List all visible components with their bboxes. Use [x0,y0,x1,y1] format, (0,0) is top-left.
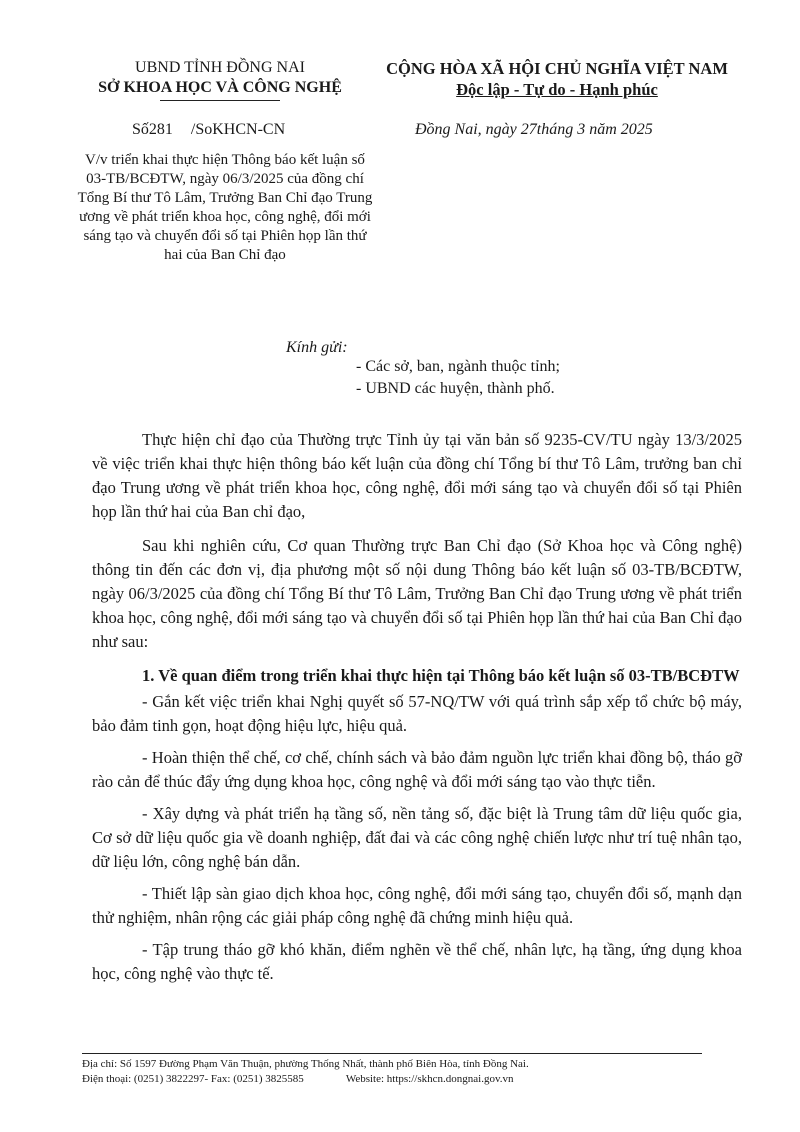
body-paragraph: Thực hiện chỉ đạo của Thường trực Tỉnh ủy tại văn bản số 9235-CV/TU ngày 13/3/2025 về việc triển khai thực hiện thông báo kết luận của đồng chí Tổng bí thư Tô Lâm, trưởng ban chỉ đạo Trung ương về phát triển khoa học, công nghệ, đổi mới sáng tạo và chuyển đổi số tại Phiên họp lần thứ hai của Ban chỉ đạo, [92,430,742,521]
page-footer [82,1053,702,1087]
document-subject: V/v triển khai thực hiện Thông báo kết luận số 03-TB/BCĐTW, ngày 06/3/2025 của đồng chí Tổng Bí thư Tô Lâm, Trưởng Ban Chỉ đạo Trung ương về phát triển khoa học, công nghệ, đổi mới sáng tạo và chuyển đổi số tại Phiên họp lần thứ hai của Ban Chỉ đạo [77,152,373,263]
national-motto: Độc lập - Tự do - Hạnh phúc [456,80,658,99]
country-name: CỘNG HÒA XÃ HỘI CHỦ NGHĨA VIỆT NAM [386,59,728,78]
recipients-list [356,356,716,400]
document-number-value: 281 [148,121,173,138]
org-line-2: SỞ KHOA HỌC VÀ CÔNG NGHỆ [98,79,342,96]
org-underline [160,100,280,101]
recipient-item: - Các sở, ban, ngành thuộc tỉnh; [356,358,560,375]
recipients-label: Kính gửi: [286,339,348,356]
footer-phone: Điện thoại: (0251) 3822297- Fax: (0251) 3825585 [82,1073,304,1085]
document-number-prefix: Số [132,121,149,138]
bullet-item: - Xây dựng và phát triển hạ tầng số, nền tảng số, đặc biệt là Trung tâm dữ liệu quốc gia, Cơ sở dữ liệu quốc gia về doanh nghiệp, đất đai và các công nghệ chiến lược như trí tuệ nhân tạo, dữ liệu lớn, công nghệ bán dẫn. [92,804,742,871]
place-date: Đồng Nai, ngày 27tháng 3 năm 2025 [415,121,653,138]
recipient-item: - UBND các huyện, thành phố. [356,380,555,397]
footer-divider [82,1053,702,1054]
document-body [92,428,742,994]
issuing-organization [70,58,370,101]
document-number-suffix: /SoKHCN-CN [190,121,286,138]
footer-contact [82,1072,702,1087]
national-heading [372,58,742,100]
bullet-item: - Thiết lập sàn giao dịch khoa học, công nghệ, đổi mới sáng tạo, chuyển đổi số, mạnh dạn thử nghiệm, nhân rộng các giải pháp công nghệ đã chứng minh hiệu quả. [92,884,742,927]
body-paragraph: Sau khi nghiên cứu, Cơ quan Thường trực Ban Chỉ đạo (Sở Khoa học và Công nghệ) thông tin đến các đơn vị, địa phương một số nội dung Thông báo kết luận số 03-TB/BCĐTW, ngày 06/3/2025 của đồng chí Tổng Bí thư Tô Lâm, Trưởng Ban Chỉ đạo Trung ương về phát triển khoa học, công nghệ, đổi mới sáng tạo và chuyển đổi số tại Phiên họp lần thứ hai của Ban Chỉ đạo như sau: [92,536,742,651]
bullet-item: - Tập trung tháo gỡ khó khăn, điểm nghẽn về thể chế, nhân lực, hạ tầng, ứng dụng khoa học, công nghệ vào thực tế. [92,940,742,983]
footer-website: Website: https://skhcn.dongnai.gov.vn [345,1073,514,1085]
org-line-1: UBND TỈNH ĐỒNG NAI [135,59,305,76]
footer-address: Địa chỉ: Số 1597 Đường Phạm Văn Thuận, phường Thống Nhất, thành phố Biên Hòa, tỉnh Đồng Nai. [82,1058,529,1070]
section-heading: 1. Về quan điểm trong triển khai thực hiện tại Thông báo kết luận số 03-TB/BCĐTW [142,666,740,685]
bullet-item: - Hoàn thiện thể chế, cơ chế, chính sách và bảo đảm nguồn lực triển khai đồng bộ, tháo gỡ rào cản để thúc đẩy ứng dụng khoa học, công nghệ và đổi mới sáng tạo vào thực tiễn. [92,748,742,791]
document-number [132,121,285,139]
bullet-item: - Gắn kết việc triển khai Nghị quyết số 57-NQ/TW với quá trình sắp xếp tổ chức bộ máy, bảo đảm tinh gọn, hoạt động hiệu lực, hiệu quả. [92,692,742,735]
